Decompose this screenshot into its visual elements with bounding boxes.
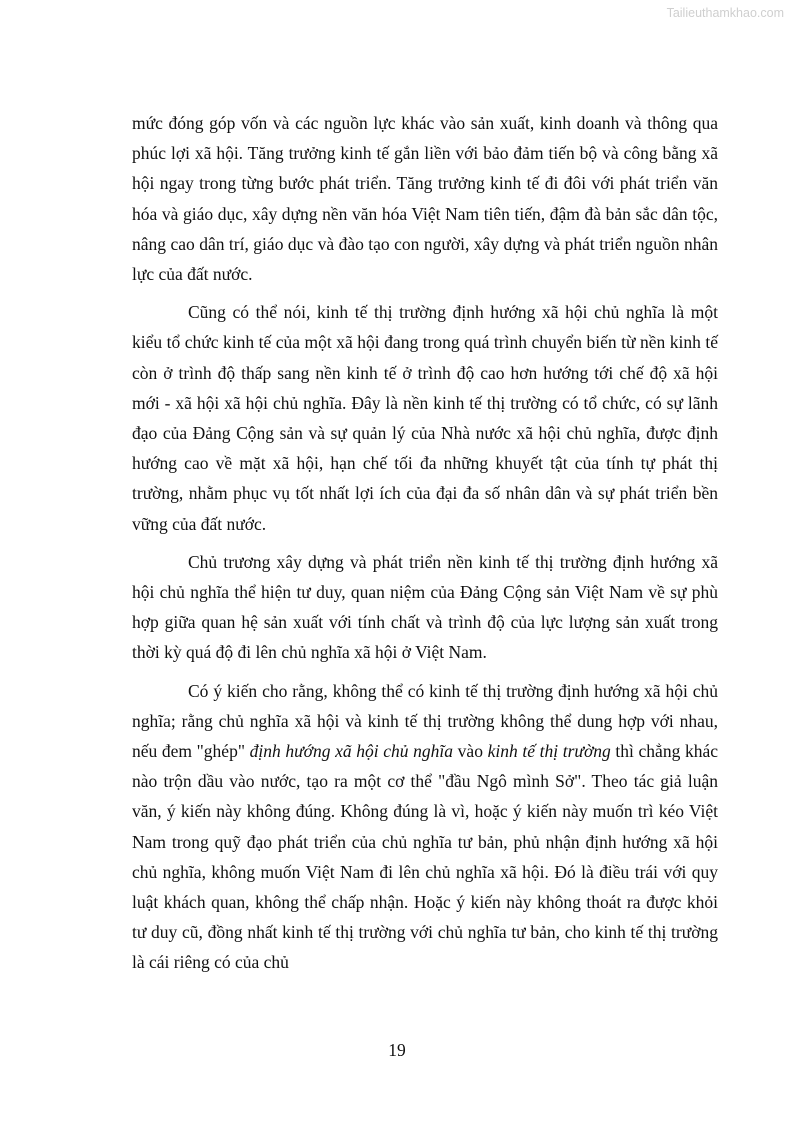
page-number: 19: [388, 1040, 406, 1060]
paragraph-2: Cũng có thể nói, kinh tế thị trường định hướng xã hội chủ nghĩa là một kiểu tổ chức kinh tế của một xã hội đang trong quá trình chuyển biến từ nền kinh tế còn ở trình độ thấp sang nền kinh tế ở trình độ cao hơn hướng tới chế độ xã hội mới - xã hội xã hội chủ nghĩa. Đây là nền kinh tế thị trường có tổ chức, có sự lãnh đạo của Đảng Cộng sản và sự quản lý của Nhà nước xã hội chủ nghĩa, được định hướng cao về mặt xã hội, hạn chế tối đa những khuyết tật của tính tự phát thị trường, nhằm phục vụ tốt nhất lợi ích của đại đa số nhân dân và sự phát triển bền vững của đất nước.: [132, 302, 718, 534]
watermark: Tailieuthamkhao.com: [666, 6, 784, 20]
paragraph-4-italic-2: kinh tế thị trường: [487, 741, 611, 762]
paragraph-1: mức đóng góp vốn và các nguồn lực khác vào sản xuất, kinh doanh và thông qua phúc lợi xã hội. Tăng trưởng kinh tế gắn liền với bảo đảm tiến bộ và công bằng xã hội ngay trong từng bước phát triển. Tăng trưởng kinh tế đi đôi với phát triển văn hóa và giáo dục, xây dựng nền văn hóa Việt Nam tiên tiến, đậm đà bản sắc dân tộc, nâng cao dân trí, giáo dục và đào tạo con người, xây dựng và phát triển nguồn nhân lực của đất nước.: [132, 113, 718, 285]
paragraph-4-text-3: thì chẳng khác nào trộn dầu vào nước, tạo ra một cơ thể "đầu Ngô mình Sở". Theo tác giả luận văn, ý kiến này không đúng. Không đúng là vì, hoặc ý kiến này muốn trì kéo Việt Nam trong quỹ đạo phát triển của chủ nghĩa tư bản, phủ nhận định hướng xã hội chủ nghĩa, không muốn Việt Nam đi lên chủ nghĩa xã hội. Đó là điều trái với quy luật khách quan, không thể chấp nhận. Hoặc ý kiến này không thoát ra được khỏi tư duy cũ, đồng nhất kinh tế thị trường với chủ nghĩa tư bản, cho kinh tế thị trường là cái riêng có của chủ: [132, 741, 718, 973]
paragraph-4-text-1: Có ý kiến cho rằng, không thể có kinh tế thị trường định hướng xã hội chủ nghĩa; rằng chủ nghĩa xã hội và kinh tế thị trường không thể dung hợp với nhau, nếu đem "ghép": [132, 680, 718, 762]
paragraph-4: [132, 676, 718, 978]
document-body: [132, 108, 718, 986]
paragraph-3: Chủ trương xây dựng và phát triển nền kinh tế thị trường định hướng xã hội chủ nghĩa thể hiện tư duy, quan niệm của Đảng Cộng sản Việt Nam về sự phù hợp giữa quan hệ sản xuất với tính chất và trình độ của lực lượng sản xuất trong thời kỳ quá độ đi lên chủ nghĩa xã hội ở Việt Nam.: [132, 551, 718, 663]
paragraph-4-text-2: vào: [453, 741, 488, 762]
paragraph-4-italic-1: định hướng xã hội chủ nghĩa: [249, 741, 454, 762]
